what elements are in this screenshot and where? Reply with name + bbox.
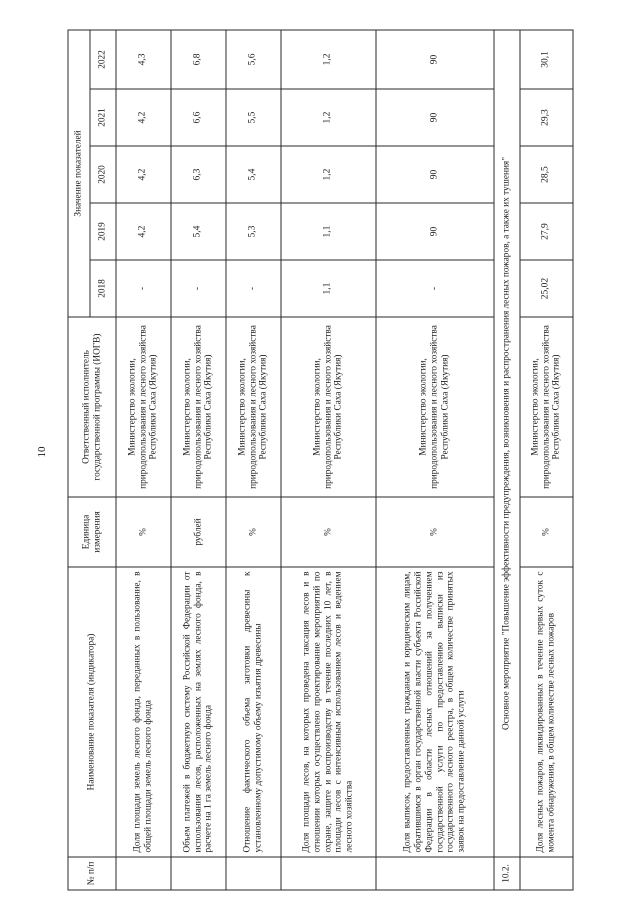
unit-cell: %	[520, 497, 573, 567]
table-row	[226, 29, 281, 889]
section-num: 10.2.	[494, 857, 520, 890]
indicator-table	[68, 29, 574, 890]
unit-cell: %	[376, 497, 494, 567]
value-2021: 6,6	[171, 89, 226, 146]
header-unit: Единица измерения	[68, 497, 116, 567]
table-row	[281, 29, 376, 889]
indicator-name: Доля лесных пожаров, ликвидированных в течение первых суток с момента обнаружения, в общем количестве лесных пожаров	[520, 567, 573, 857]
value-2020: 5,4	[226, 146, 281, 203]
value-2019: 5,4	[171, 203, 226, 260]
row-num	[376, 857, 494, 890]
header-num: № п/п	[68, 857, 116, 890]
value-2022: 5,6	[226, 29, 281, 88]
value-2020: 6,3	[171, 146, 226, 203]
value-2020: 90	[376, 146, 494, 203]
row-num	[171, 857, 226, 890]
value-2018: -	[226, 260, 281, 317]
table-row	[520, 29, 573, 889]
row-num	[226, 857, 281, 890]
unit-cell: %	[281, 497, 376, 567]
unit-cell: %	[116, 497, 171, 567]
header-executor: Ответственный исполнитель государственной программы (ИОГВ)	[68, 317, 116, 497]
value-2021: 1,2	[281, 89, 376, 146]
value-2019: 1,1	[281, 203, 376, 260]
row-num	[116, 857, 171, 890]
header-year-2019: 2019	[90, 203, 116, 260]
value-2022: 90	[376, 29, 494, 88]
value-2022: 6,8	[171, 29, 226, 88]
value-2022: 1,2	[281, 29, 376, 88]
table-row	[171, 29, 226, 889]
header-values-group: Значение показателей	[68, 29, 90, 316]
value-2019: 90	[376, 203, 494, 260]
value-2021: 5,5	[226, 89, 281, 146]
value-2021: 4,2	[116, 89, 171, 146]
indicator-name: Отношение фактического объема заготовки древесины к установленному допустимому объему изъятия древесины	[226, 567, 281, 857]
value-2021: 29,3	[520, 89, 573, 146]
value-2018: 1,1	[281, 260, 376, 317]
value-2018: -	[171, 260, 226, 317]
header-name: Наименование показателя (индикатора)	[68, 567, 116, 857]
row-num	[520, 857, 573, 890]
value-2018: -	[116, 260, 171, 317]
page-number: 10	[36, 446, 48, 458]
executor-cell: Министерство экологии, природопользования и лесного хозяйства Республики Саха (Якутия)	[376, 317, 494, 497]
indicator-name: Доля площади лесов, на которых проведена таксация лесов и в отношении которых осуществлено проектирование мероприятий по охране, защите и воспроизводству в течение последних 10 лет, в площади лесов с интенсивным использованием лесов и ведением лесного хозяйства	[281, 567, 376, 857]
header-year-2018: 2018	[90, 260, 116, 317]
executor-cell: Министерство экологии, природопользования и лесного хозяйства Республики Саха (Якутия)	[116, 317, 171, 497]
indicator-table-rotated	[68, 30, 573, 890]
unit-cell: рублей	[171, 497, 226, 567]
value-2020: 28,5	[520, 146, 573, 203]
row-num	[281, 857, 376, 890]
unit-cell: %	[226, 497, 281, 567]
value-2022: 4,3	[116, 29, 171, 88]
value-2020: 1,2	[281, 146, 376, 203]
value-2018: 25,02	[520, 260, 573, 317]
value-2019: 4,2	[116, 203, 171, 260]
indicator-name: Доля площади земель лесного фонда, переданных в пользование, в общей площади земель лесного фонда	[116, 567, 171, 857]
section-title: Основное мероприятие "Повышение эффективности предупреждения, возникновения и распространения лесных пожаров, а также их тушения"	[494, 29, 520, 856]
value-2020: 4,2	[116, 146, 171, 203]
value-2021: 90	[376, 89, 494, 146]
executor-cell: Министерство экологии, природопользования и лесного хозяйства Республики Саха (Якутия)	[171, 317, 226, 497]
table-row	[116, 29, 171, 889]
header-year-2022: 2022	[90, 29, 116, 88]
header-year-2020: 2020	[90, 146, 116, 203]
header-row-1	[68, 29, 90, 889]
value-2018: -	[376, 260, 494, 317]
indicator-name: Объем платежей в бюджетную систему Российской Федерации от использования лесов, расположенных на землях лесного фонда, в расчете на 1 га земель лесного фонда	[171, 567, 226, 857]
executor-cell: Министерство экологии, природопользования и лесного хозяйства Республики Саха (Якутия)	[520, 317, 573, 497]
value-2022: 30,1	[520, 29, 573, 88]
value-2019: 5,3	[226, 203, 281, 260]
header-year-2021: 2021	[90, 89, 116, 146]
executor-cell: Министерство экологии, природопользования и лесного хозяйства Республики Саха (Якутия)	[226, 317, 281, 497]
value-2019: 27,9	[520, 203, 573, 260]
table-row	[376, 29, 494, 889]
indicator-name: Доля выписок, предоставленных гражданам и юридическим лицам, обратившимся в орган государственной власти субъекта Российской Федерации в области лесных отношений за получением государственной услуги по предоставлению выписки из государственного лесного реестра, в общем количестве принятых заявок на предоставление данной услуги	[376, 567, 494, 857]
section-row	[494, 29, 520, 889]
executor-cell: Министерство экологии, природопользования и лесного хозяйства Республики Саха (Якутия)	[281, 317, 376, 497]
